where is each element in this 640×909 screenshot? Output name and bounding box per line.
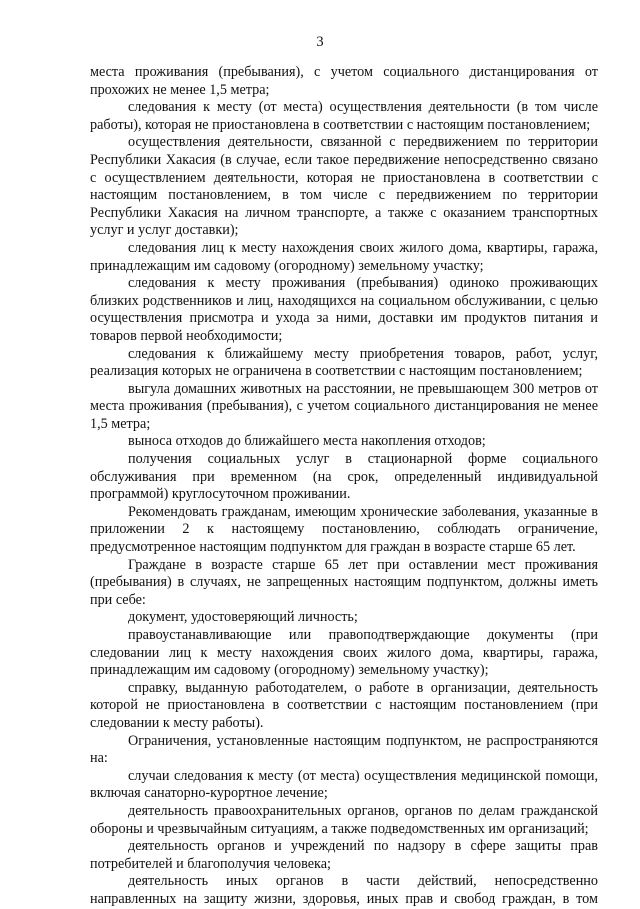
- text-line: Республики Хакасия (в случае, если такое передвижение непосредственно связано: [90, 151, 598, 168]
- text-line: которой не приостановлена в соответствии с настоящим постановлением (при: [90, 697, 598, 714]
- text-line: реализация которых не ограничена в соответствии с настоящим постановлением;: [90, 363, 583, 380]
- text-line: выноса отходов до ближайшего места накопления отходов;: [128, 433, 486, 450]
- text-line: следования к месту (от места) осуществления деятельности (в том числе: [128, 99, 598, 116]
- text-line: правоустанавливающие или правоподтверждающие документы (при: [128, 627, 598, 643]
- text-line: осуществления деятельности, связанной с передвижением по территории: [128, 134, 598, 151]
- document-body: [90, 64, 598, 909]
- text-line: обороны и чрезвычайным ситуациям, а также подведомственных им организаций;: [90, 820, 589, 837]
- text-line: принадлежащим им садовому (огородному) земельному участку;: [90, 257, 484, 274]
- text-line: Граждане в возрасте старше 65 лет при оставлении мест проживания: [128, 556, 598, 573]
- text-line: 1,5 метра;: [90, 415, 151, 432]
- text-line: потребителей и благополучия человека;: [90, 855, 331, 872]
- text-line: настоящим постановлением, в том числе с передвижением по территории: [90, 187, 598, 204]
- paragraph: [90, 557, 598, 610]
- text-line: следования лиц к месту нахождения своих жилого дома, квартиры, гаража,: [128, 239, 598, 256]
- paragraph: [90, 99, 598, 134]
- paragraph: [90, 381, 598, 434]
- text-line: Ограничения, установленные настоящим подпунктом, не распространяются: [128, 732, 598, 749]
- text-line: программой) круглосуточном проживании.: [90, 486, 351, 503]
- text-line: справку, выданную работодателем, о работе в организации, деятельность: [128, 679, 598, 696]
- text-line: деятельность органов и учреждений по надзору в сфере защиты прав: [128, 838, 598, 855]
- text-line: Рекомендовать гражданам, имеющим хронические заболевания, указанные в: [128, 503, 598, 520]
- text-line: Республики Хакасия на личном транспорте, а также с оказанием транспортных: [90, 204, 598, 221]
- paragraph: [90, 627, 598, 680]
- paragraph: [90, 838, 598, 873]
- text-line: места проживания (пребывания), с учетом социального дистанцирования не менее: [90, 398, 598, 415]
- text-line: с осуществлением деятельности, которая не приостановлена в соответствии с: [90, 169, 598, 186]
- text-line: работы), которая не приостановлена в соответствии с настоящим постановлением;: [90, 116, 591, 133]
- text-line: документ, удостоверяющий личность;: [128, 609, 358, 626]
- text-line: получения социальных услуг в стационарной форме социального: [128, 451, 598, 468]
- paragraph: [90, 346, 598, 381]
- text-line: обслуживания при временном (на срок, определенный индивидуальной: [90, 468, 598, 485]
- paragraph: [90, 803, 598, 838]
- paragraph: [90, 240, 598, 275]
- text-line: товаров первой необходимости;: [90, 327, 283, 344]
- paragraph: [90, 433, 598, 451]
- text-line: деятельность иных органов в части действий, непосредственно: [128, 873, 598, 890]
- text-line: включая санаторно-курортное лечение;: [90, 785, 328, 802]
- text-line: близких родственников и лиц, находящихся на социальном обслуживании, с целью: [90, 292, 598, 309]
- paragraph: [90, 609, 598, 627]
- text-line: направленных на защиту жизни, здоровья, иных прав и свобод граждан, в том: [90, 890, 598, 907]
- page-number: 3: [316, 34, 324, 50]
- text-line: осуществления присмотра и ухода за ними, доставки им продуктов питания и: [90, 310, 598, 327]
- text-line: (пребывания) в случаях, не запрещенных настоящим подпунктом, должны иметь: [90, 574, 598, 591]
- text-line: на:: [90, 750, 108, 767]
- text-line: приложении 2 к настоящему постановлению, соблюдать ограничение,: [90, 521, 598, 538]
- text-line: следовании к месту работы).: [90, 714, 264, 731]
- text-line: принадлежащим им садовому (огородному) земельному участку);: [90, 662, 489, 679]
- paragraph: [90, 134, 598, 240]
- text-line: услуг и услуг доставки);: [90, 222, 239, 239]
- text-line: следования к ближайшему месту приобретения товаров, работ, услуг,: [128, 345, 598, 362]
- paragraph: [90, 680, 598, 733]
- paragraph: [90, 451, 598, 504]
- text-line: прохожих не менее 1,5 метра;: [90, 81, 270, 98]
- text-line: деятельность правоохранительных органов, органов по делам гражданской: [128, 802, 598, 819]
- text-line: места проживания (пребывания), с учетом социального дистанцирования от: [90, 64, 598, 80]
- paragraph: [90, 64, 598, 99]
- text-line: случаи следования к месту (от места) осуществления медицинской помощи,: [128, 767, 598, 784]
- text-line: предусмотренное настоящим подпунктом для граждан в возрасте старше 65 лет.: [90, 539, 576, 556]
- paragraph: [90, 275, 598, 345]
- text-line: выгула домашних животных на расстоянии, не превышающем 300 метров от: [128, 380, 598, 397]
- paragraph: [90, 873, 598, 908]
- text-line: при себе:: [90, 591, 146, 608]
- paragraph: [90, 733, 598, 768]
- text-line: следования к месту проживания (пребывания) одиноко проживающих: [128, 275, 598, 292]
- paragraph: [90, 504, 598, 557]
- text-line: следовании лиц к месту нахождения своих жилого дома, квартиры, гаража,: [90, 644, 598, 661]
- paragraph: [90, 768, 598, 803]
